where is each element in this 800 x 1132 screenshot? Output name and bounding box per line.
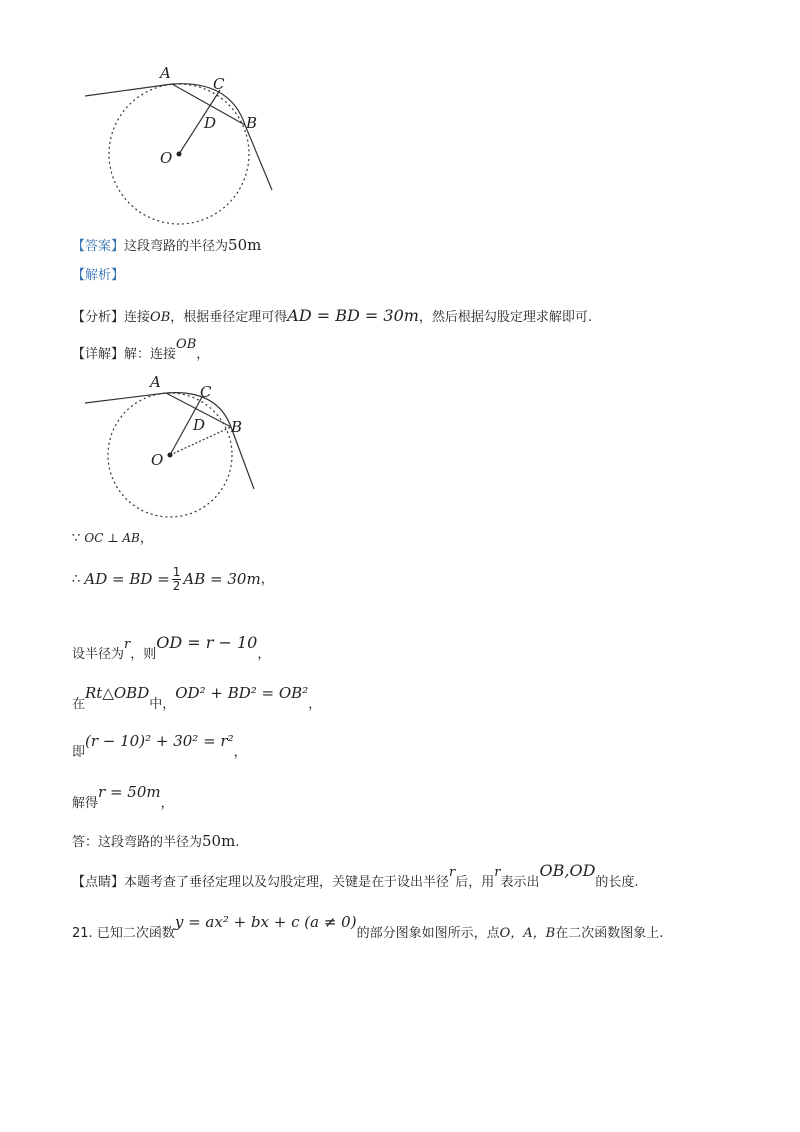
step-6 xyxy=(72,783,174,811)
step3-end: ， xyxy=(257,647,271,662)
step5-end: ， xyxy=(233,745,247,760)
final-answer xyxy=(72,834,239,849)
fraction-numerator: 1 xyxy=(172,565,181,579)
step4-expr: OD² + BD² = OB² xyxy=(175,684,309,702)
dianjing-tag: 【点睛】 xyxy=(72,875,125,890)
dianjing-ob-od: OB,OD xyxy=(539,861,596,880)
step5-expr: (r − 10)² + 30² = r² xyxy=(85,732,234,750)
fraction-half xyxy=(172,566,182,593)
center-point-o xyxy=(177,152,182,157)
step6-expr: r = 50m xyxy=(98,783,161,801)
step4-end: ， xyxy=(308,697,322,712)
dianjing-r-1: r xyxy=(449,865,456,880)
label-a-2: A xyxy=(150,375,161,391)
fenxi-text-3: ，然后根据勾股定理求解即可. xyxy=(418,310,593,325)
step2-expr-2: AB = 30m xyxy=(183,570,261,588)
road-left-line-2 xyxy=(85,393,166,403)
step3-r: r xyxy=(124,637,131,652)
road-right-line-2 xyxy=(231,427,254,489)
step3-text-2: ，则 xyxy=(130,647,157,662)
label-c-2: C xyxy=(200,383,212,401)
fraction-denominator: 2 xyxy=(172,579,181,593)
final-end: . xyxy=(235,835,240,850)
xiangjie-ob: OB xyxy=(176,337,197,352)
question-number: 21. xyxy=(72,926,93,941)
xiangjie-line xyxy=(72,337,210,362)
label-b-2: B xyxy=(231,418,243,436)
label-o: O xyxy=(160,149,173,167)
therefore-symbol: ∴ xyxy=(72,572,81,587)
q21-text-1: 已知二次函数 xyxy=(96,926,175,941)
fenxi-tag: 【分析】 xyxy=(72,310,125,325)
question-21 xyxy=(72,913,664,941)
road-left-line xyxy=(85,84,172,96)
label-d-2: D xyxy=(193,416,206,434)
because-symbol: ∵ xyxy=(72,531,81,546)
label-o-2: O xyxy=(151,451,164,469)
step6-end: ， xyxy=(160,796,174,811)
step2-end: ， xyxy=(260,572,274,587)
label-a: A xyxy=(160,65,171,82)
step-1 xyxy=(72,532,153,545)
answer-line xyxy=(72,238,261,253)
step-3 xyxy=(72,633,271,662)
dianjing-text-3: 表示出 xyxy=(500,875,540,890)
center-point-o-2 xyxy=(168,453,173,458)
road-right-line xyxy=(245,125,272,190)
fenxi-text-2: ，根据垂径定理可得 xyxy=(170,310,288,325)
answer-text: 这段弯路的半径为 xyxy=(124,239,229,254)
xiangjie-text: 解：连接 xyxy=(124,347,177,362)
dianjing-r-2: r xyxy=(494,865,501,880)
q21-text-3: 在二次函数图象上. xyxy=(555,926,664,941)
dianjing-line xyxy=(72,861,639,890)
analysis-tag: 【解析】 xyxy=(72,268,125,283)
step4-text-1: 在 xyxy=(72,697,86,712)
answer-tag: 【答案】 xyxy=(72,239,125,254)
q21-function-expr: y = ax² + bx + c (a ≠ 0) xyxy=(174,913,357,931)
label-b: B xyxy=(246,114,258,132)
step-2 xyxy=(72,566,274,593)
step3-text-1: 设半径为 xyxy=(72,647,125,662)
circle-figure-1 xyxy=(80,65,280,225)
label-c: C xyxy=(213,75,225,93)
step-5 xyxy=(72,732,247,760)
xiangjie-comma: ， xyxy=(196,347,210,362)
fenxi-text-1: 连接 xyxy=(124,310,151,325)
fenxi-ob: OB xyxy=(150,310,171,325)
circle-figure-2 xyxy=(80,375,270,525)
final-value: 50m xyxy=(202,832,236,850)
xiangjie-tag: 【详解】 xyxy=(72,347,125,362)
q21-points: O，A，B xyxy=(499,926,556,941)
fenxi-expr: AD = BD = 30m xyxy=(287,306,419,325)
step1-expr: OC ⊥ AB xyxy=(84,531,140,545)
step-4 xyxy=(72,684,322,712)
dianjing-text-2: 后，用 xyxy=(455,875,495,890)
dianjing-text-4: 的长度. xyxy=(595,875,639,890)
step3-expr: OD = r − 10 xyxy=(156,633,258,652)
step1-end: ， xyxy=(139,531,153,546)
answer-value: 50m xyxy=(228,236,262,254)
fenxi-line xyxy=(72,308,592,324)
step4-triangle: Rt△OBD xyxy=(85,684,150,702)
step6-text: 解得 xyxy=(72,796,99,811)
label-d: D xyxy=(204,114,217,132)
dianjing-text-1: 本题考查了垂径定理以及勾股定理，关键是在于设出半径 xyxy=(124,875,450,890)
q21-text-2: 的部分图象如图所示，点 xyxy=(356,926,500,941)
step4-text-2: 中， xyxy=(149,697,176,712)
step5-text: 即 xyxy=(72,745,86,760)
final-text: 答：这段弯路的半径为 xyxy=(72,835,203,850)
step2-expr-1: AD = BD = xyxy=(84,570,170,588)
